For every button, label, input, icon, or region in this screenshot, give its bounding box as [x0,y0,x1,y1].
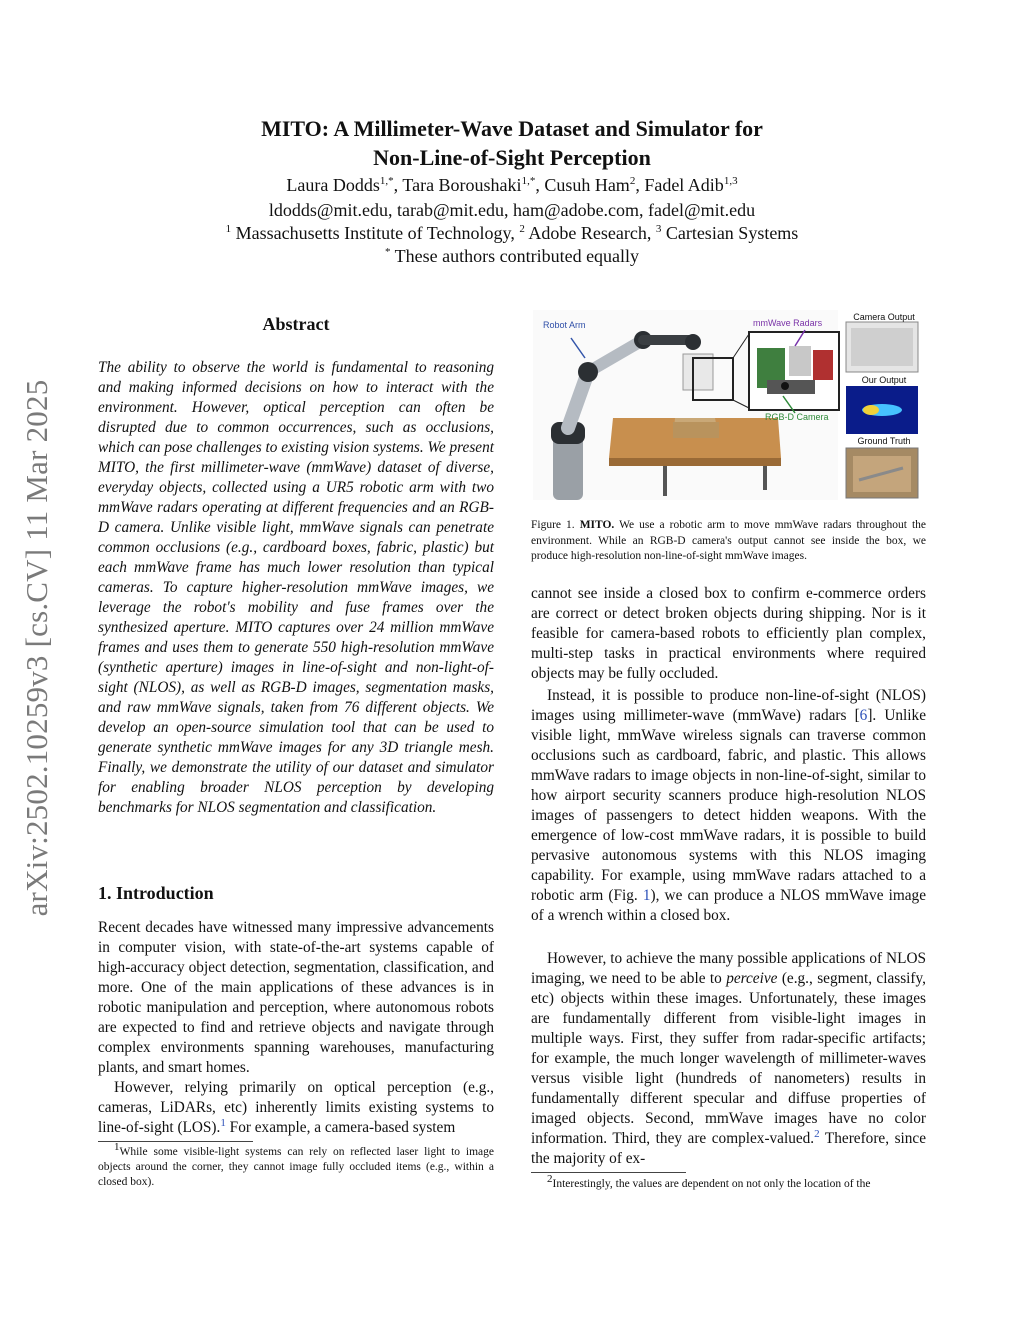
arxiv-id-text: arXiv:2502.10259v3 [cs.CV] 11 Mar 2025 [19,379,54,917]
right-p3-emphasis: perceive [726,970,778,987]
label-robot-arm: Robot Arm [543,320,586,330]
robot-base-shape [553,435,583,500]
table-edge-shape [609,458,781,466]
footnote-ref-2[interactable]: 2 [814,1127,820,1140]
aff-3: Cartesian Systems [665,223,799,243]
paper-title-line-1: MITO: A Millimeter-Wave Dataset and Simulator for [261,116,763,141]
aff-2: Adobe Research, [528,223,652,243]
author-2: Tara Boroushaki [402,175,522,195]
footnote-1-mark: 1 [114,1141,120,1154]
caption-bold: MITO. [579,519,615,531]
right-paragraph-2 [531,686,926,926]
footnote-ref-1[interactable]: 1 [220,1116,226,1129]
author-3-sup: 2 [629,175,636,187]
equal-contribution-line [0,245,1024,268]
figure-1-illustration [533,310,923,510]
intro-p2-text-a: However, relying primarily on optical perception (e.g., cameras, LiDARs, etc) inherently limits existing systems to line-of-sight (LOS). [98,1079,494,1136]
right-p3-text-b: (e.g., segment, classify, etc) objects within these images. Unfortunately, these images are fundamentally different from visible-light images in multiple ways. First, they suffer from radar-specific artifacts; for example, the much longer wavelength of millimeter-waves versus visible light (hundreds of nanometers) results in fundamentally different specular and diffuse properties of imaged objects. Second, mmWave images have no color information. Third, they are complex-valued. [531,970,926,1147]
footnote-2-mark: 2 [547,1173,553,1186]
aff-1: Massachusetts Institute of Technology, [235,223,515,243]
right-p2-text-a: Instead, it is possible to produce non-line-of-sight (NLOS) images using millimeter-wave (mmWave) radars [ [531,687,926,724]
figure-1 [533,310,923,510]
footnote-2-text: Interestingly, the values are dependent on not only the location of the [552,1178,871,1190]
author-2-sup: 1,* [521,175,536,187]
affiliations-line [0,222,1024,245]
figure-1-caption [531,518,926,565]
equal-text: These authors contributed equally [394,246,640,266]
right-paragraph-3 [531,949,926,1169]
figure-1-link[interactable]: 1 [642,887,651,904]
label-ground-truth: Ground Truth [857,436,911,446]
author-4-sup: 1,3 [723,175,738,187]
aff-1-sup: 1 [225,223,232,235]
label-mmwave-radars: mmWave Radars [753,318,823,328]
citation-6-link[interactable]: 6 [859,707,868,724]
footnote-rule-left [98,1141,253,1142]
right-p3-text-a: However, to achieve the many possible applications of NLOS imaging, we need to be able to [531,950,926,987]
footnote-rule-right [531,1172,686,1173]
author-3: Cusuh Ham [544,175,630,195]
right-p2-text-c: ), we can produce a NLOS mmWave image of a wrench within a closed box. [531,887,926,924]
footnote-1 [98,1141,494,1190]
author-1: Laura Dodds [286,175,380,195]
label-our-output: Our Output [861,375,907,385]
aff-3-sup: 3 [655,223,662,235]
label-rgbd-camera: RGB-D Camera [765,412,829,422]
caption-label: Figure 1. [531,519,575,531]
caption-text: We use a robotic arm to move mmWave radars throughout the environment. While an RGB-D camera's output cannot see inside the box, we produce high-resolution non-line-of-sight mmWave images. [531,519,927,562]
arxiv-side-label [14,348,60,948]
paper-title-line-2: Non-Line-of-Sight Perception [373,145,651,170]
footnote-2 [531,1173,926,1192]
abstract-body: The ability to observe the world is fundamental to reasoning and making informed decisions on how to interact with the environment. However, optical perception can often be disrupted due to common occurrences, such as occlusions, which can pose challenges to existing vision systems. We present MITO, the first millimeter-wave (mmWave) dataset of diverse, everyday objects, collected using a UR5 robotic arm with two mmWave radars operating at different frequencies and an RGB-D camera. Unlike visible light, mmWave signals can penetrate common occlusions (e.g., cardboard boxes, fabric, plastic) but each mmWave frame has much lower resolution than typical cameras. To capture higher-resolution mmWave images, we leverage the robot's mobility and fuse frames over the synthesized aperture. MITO captures over 24 million mmWave frames and uses them to generate 550 high-resolution mmWave (synthetic aperture) images in line-of-sight and non-light-of-sight (NLOS), as well as RGB-D images, segmentation masks, and raw mmWave signals, taken from 76 different objects. We develop an open-source simulation tool that can be used to generate synthetic mmWave images for any 3D triangle mesh. Finally, we demonstrate the utility of our dataset and simulator for enabling broader NLOS perception by developing benchmarks for NLOS segmentation and classification. [98,359,494,816]
author-1-sup: 1,* [379,175,394,187]
intro-paragraph-1: Recent decades have witnessed many impressive advancements in computer vision, with state-of-the-art systems capable of high-accuracy object detection, segmentation, classification, and more. One of the main applications of these advances is in robotic manipulation and perception, where autonomous robots are expected to find and retrieve objects and navigate through complex environments spanning warehouses, manufacturing plants, and smart homes. [98,919,494,1076]
intro-p2-text-b: For example, a camera-based system [225,1119,456,1136]
emails-line: ldodds@mit.edu, tarab@mit.edu, ham@adobe.com, fadel@mit.edu [268,200,756,220]
aff-2-sup: 2 [519,223,525,235]
label-camera-output: Camera Output [853,312,915,322]
abstract-heading: Abstract [262,314,330,334]
intro-heading: 1. Introduction [98,883,214,903]
right-paragraph-1: cannot see inside a closed box to confirm e-commerce orders are correct or detect broken objects during shipping. Nor is it feasible for camera-based robots to efficiently plan complex, multi-step tasks in practical environments where required objects may be fully occluded. [531,585,926,682]
equal-sup: * [384,246,391,258]
right-p3-text-c: Therefore, since the majority of ex- [531,1130,927,1167]
author-4: Fadel Adib [644,175,724,195]
intro-paragraph-2 [98,1078,494,1138]
right-p2-text-b: ]. Unlike visible light, mmWave wireless signals can traverse common occlusions such as cardboard, fabric, and plastic. This allows mmWave radars to image objects in non-line-of-sight, similar to how airport security scanners produce high-resolution NLOS images of passengers to detect hidden weapons. With the emergence of low-cost mmWave radars, it is possible to build pervasive autonomous systems with this NLOS imaging capability. For example, using mmWave radars attached to a robotic arm (Fig. [531,707,926,904]
authors-line: Laura Dodds$^{1,*}$, Tara Boroushaki$^{1,*}$, Cusuh Ham$^2$, Fadel Adib$^{1,3}$ [286,175,738,195]
footnote-1-text: While some visible-light systems can rely on reflected laser light to image objects around the corner, they cannot image fully occluded items (e.g., within a closed box). [98,1146,494,1188]
